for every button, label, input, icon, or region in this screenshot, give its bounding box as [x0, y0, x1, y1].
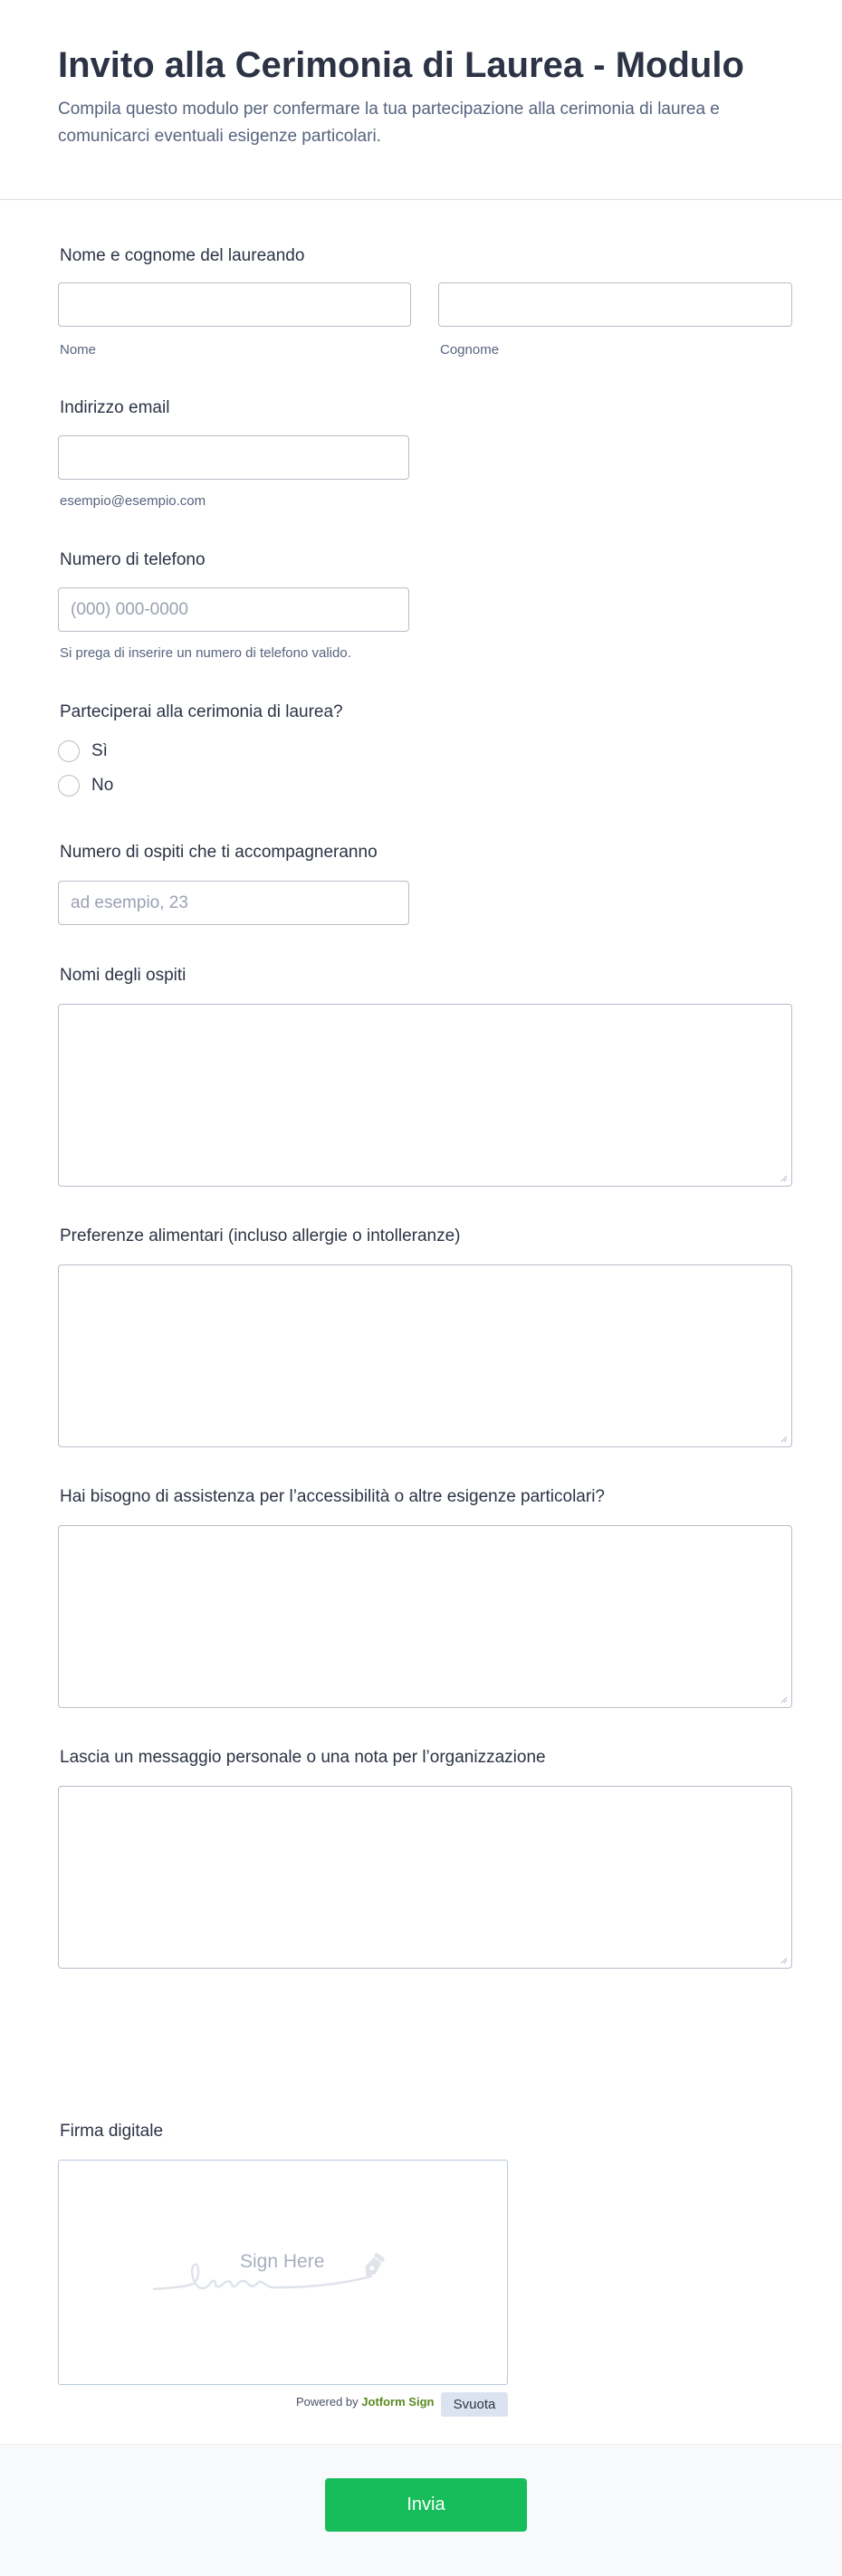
last-name-input[interactable]	[438, 282, 792, 327]
resize-grip-icon[interactable]	[779, 1694, 788, 1703]
phone-sublabel: Si prega di inserire un numero di telefono valido.	[60, 645, 351, 661]
powered-by	[296, 2395, 434, 2409]
diet-textarea[interactable]	[58, 1264, 792, 1447]
powered-by-brand[interactable]: Jotform Sign	[361, 2395, 435, 2409]
accessibility-textarea[interactable]	[58, 1525, 792, 1708]
page-subtitle: Compila questo modulo per confermare la tua partecipazione alla cerimonia di laurea e comunicarci eventuali esigenze particolari.	[58, 100, 720, 146]
page-title: Invito alla Cerimonia di Laurea - Modulo	[58, 45, 744, 85]
resize-grip-icon[interactable]	[779, 1955, 788, 1964]
guest-names-textarea[interactable]	[58, 1004, 792, 1187]
last-name-sublabel: Cognome	[440, 342, 500, 358]
submit-button[interactable]: Invia	[325, 2478, 527, 2532]
radio-yes-label: Sì	[91, 741, 108, 760]
attendance-option-yes[interactable]	[58, 739, 108, 763]
guest-count-label: Numero di ospiti che ti accompagneranno	[60, 843, 378, 862]
powered-by-prefix: Powered by	[296, 2395, 359, 2409]
first-name-input[interactable]	[58, 282, 411, 327]
clear-signature-button[interactable]: Svuota	[441, 2392, 508, 2417]
guest-count-input[interactable]	[58, 881, 409, 925]
diet-label: Preferenze alimentari (incluso allergie o intolleranze)	[60, 1226, 461, 1245]
message-label: Lascia un messaggio personale o una nota per l’organizzazione	[60, 1748, 546, 1767]
email-sublabel: esempio@esempio.com	[60, 493, 206, 509]
signature-label: Firma digitale	[60, 2122, 164, 2141]
resize-grip-icon[interactable]	[779, 1173, 788, 1182]
message-textarea[interactable]	[58, 1786, 792, 1969]
radio-no[interactable]	[58, 775, 80, 797]
resize-grip-icon[interactable]	[779, 1434, 788, 1443]
email-input[interactable]	[58, 435, 409, 480]
first-name-sublabel: Nome	[60, 342, 97, 358]
email-label: Indirizzo email	[60, 398, 170, 417]
accessibility-label: Hai bisogno di assistenza per l’accessibilità o altre esigenze particolari?	[60, 1487, 605, 1506]
attendance-label: Parteciperai alla cerimonia di laurea?	[60, 702, 343, 721]
phone-input[interactable]	[58, 587, 409, 632]
phone-label: Numero di telefono	[60, 550, 206, 569]
signature-placeholder: Sign Here	[240, 2251, 325, 2272]
form-header	[0, 0, 842, 200]
guest-names-label: Nomi degli ospiti	[60, 966, 187, 985]
signature-pad[interactable]	[58, 2160, 508, 2385]
full-name-label: Nome e cognome del laureando	[60, 246, 305, 265]
radio-yes[interactable]	[58, 740, 80, 762]
radio-no-label: No	[91, 776, 114, 795]
attendance-option-no[interactable]	[58, 774, 113, 797]
